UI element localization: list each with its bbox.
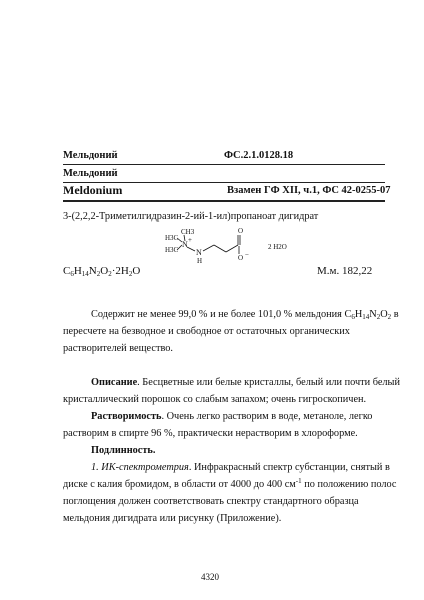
- structural-formula: [160, 224, 310, 266]
- ir-line-2-sup: -1: [295, 477, 302, 485]
- content-paragraph: [63, 306, 399, 357]
- molecular-formula: [63, 265, 140, 277]
- struct-label-h3c-top: H3C: [165, 234, 179, 242]
- identification-section: [63, 442, 397, 527]
- solubility-line-1-text: . Очень легко растворим в воде, метаноле, легко: [161, 411, 373, 422]
- solubility-paragraph: [63, 408, 385, 442]
- struct-label-plus: +: [188, 236, 192, 244]
- content-line-2: пересчете на безводное и свободное от остаточных органических: [63, 326, 350, 337]
- formula-part: H: [354, 309, 363, 320]
- formula-sub: 14: [362, 313, 370, 321]
- name-ru-2: Мельдоний: [63, 168, 118, 179]
- formula-sub: 2: [376, 313, 381, 321]
- ir-line-2-a: диске с калия бромидом, в области от 4000 до 400 см: [63, 479, 296, 490]
- ir-line-1: [63, 459, 390, 476]
- struct-label-ch3: CH3: [181, 228, 195, 236]
- struct-label-h3c-bottom: H3C: [165, 246, 179, 254]
- page-number: 4320: [201, 572, 219, 582]
- formula-part: N: [88, 265, 97, 277]
- content-line-1-tail: в: [393, 309, 399, 320]
- ir-line-2: [63, 476, 397, 493]
- ir-line-2-b: по положению полос: [301, 479, 397, 490]
- solubility-line-2: растворим в спирте 96 %, практически нерастворим в хлороформе.: [63, 428, 358, 439]
- struct-label-water: 2 H2O: [268, 243, 287, 251]
- identification-label: Подлинность.: [91, 445, 156, 456]
- bond-c2-c3: [226, 245, 238, 252]
- solubility-label: Растворимость: [91, 411, 162, 422]
- struct-label-n-plus: N: [182, 240, 188, 249]
- formula-sub: 14: [81, 270, 89, 278]
- replaces-note: Взамен ГФ XII, ч.1, ФС 42-0255-07: [227, 185, 391, 196]
- struct-label-nh: N: [196, 248, 202, 257]
- formula-sub: 2: [387, 313, 392, 321]
- formula-part: C: [63, 265, 71, 277]
- content-line-1: [63, 306, 399, 323]
- formula-part: O: [100, 265, 109, 277]
- solubility-line-1: [63, 408, 385, 425]
- bond-n-n: [187, 247, 195, 251]
- formula-part: O: [380, 309, 388, 320]
- formula-part: O: [132, 265, 141, 277]
- formula-sub: 2: [108, 270, 112, 278]
- content-line-3: растворителей вещество.: [63, 343, 173, 354]
- monograph-code: ФС.2.1.0128.18: [224, 150, 294, 161]
- description-line-1: [63, 374, 400, 391]
- header-rule-1: [63, 164, 385, 165]
- name-ru-1: Мельдоний: [63, 150, 118, 161]
- description-paragraph: [63, 374, 400, 408]
- formula-part: H: [73, 265, 82, 277]
- formula-part: N: [369, 309, 377, 320]
- bond-c1-c2: [214, 245, 226, 252]
- formula-sub: 6: [70, 270, 74, 278]
- ir-label: 1. ИК-спектрометрия: [91, 462, 189, 473]
- header-rule-3: [63, 200, 385, 202]
- struct-label-h: H: [197, 257, 203, 265]
- formula-sub: 2: [96, 270, 101, 278]
- description-line-2: кристаллический порошок со слабым запахом; очень гигроскопичен.: [63, 394, 367, 405]
- name-latin: Meldonium: [63, 183, 123, 197]
- struct-label-minus: −: [245, 251, 249, 259]
- chemical-name: 3-(2,2,2-Триметилгидразин-2-ий-1-ил)пропаноат дигидрат: [63, 211, 319, 222]
- identification-heading: [63, 442, 385, 459]
- bond-n-c1: [203, 245, 214, 251]
- ir-line-3: поглощения должен соответствовать спектру стандартного образца: [63, 496, 359, 507]
- ir-line-1-text: . Инфракрасный спектр субстанции, снятый в: [188, 462, 390, 473]
- molecular-weight: М.м. 182,22: [317, 265, 373, 277]
- description-line-1-text: . Бесцветные или белые кристаллы, белый или почти белый: [137, 377, 400, 388]
- formula-part: ·2H: [111, 265, 129, 277]
- formula-sub: 6: [351, 313, 355, 321]
- ir-line-4: мельдония дигидрата или рисунку (Приложение).: [63, 513, 282, 524]
- struct-label-o-top: O: [238, 227, 244, 235]
- content-line-1-text: Содержит не менее 99,0 % и не более 101,0 % мельдония C: [91, 309, 352, 320]
- description-label: Описание: [91, 377, 138, 388]
- struct-label-o-bottom: O: [238, 254, 244, 262]
- formula-sub: 2: [128, 270, 133, 278]
